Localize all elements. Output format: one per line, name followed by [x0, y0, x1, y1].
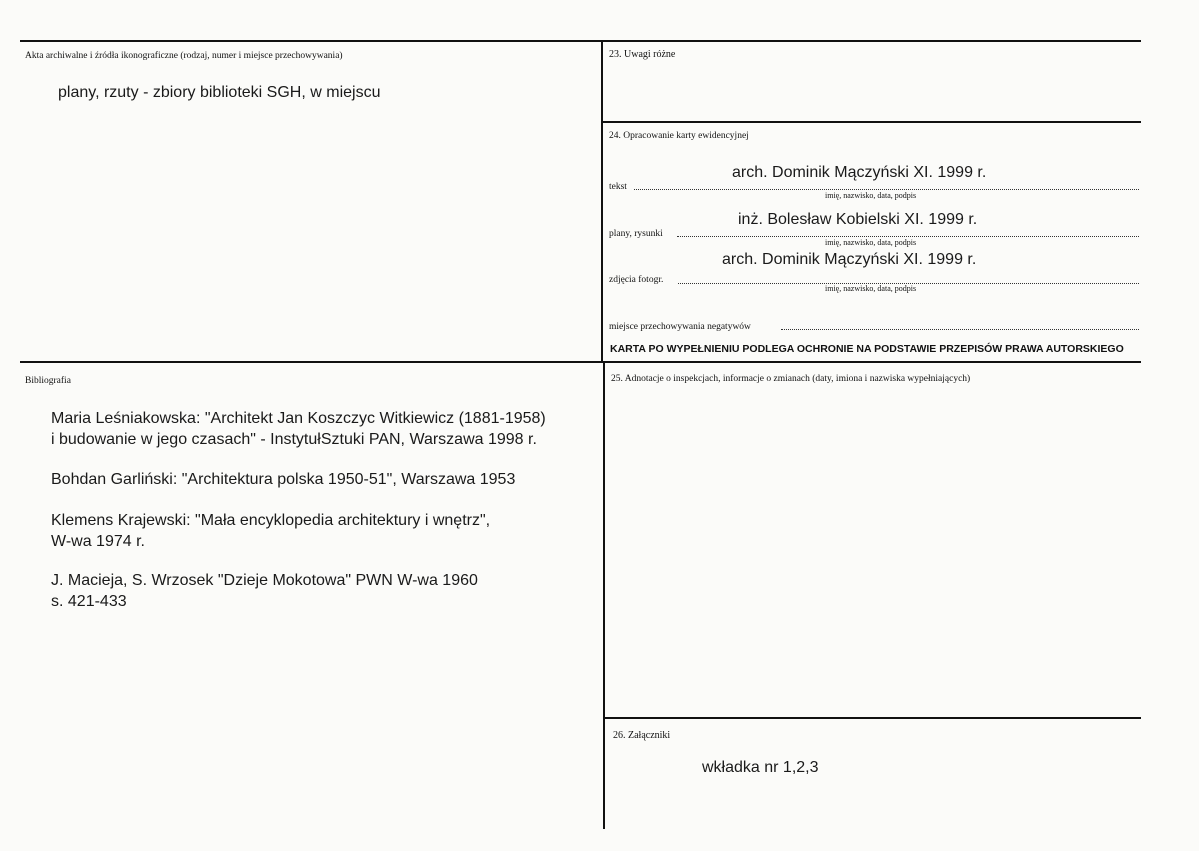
notes-bottom-rule	[601, 121, 1141, 123]
bibliography-entry: Maria Leśniakowska: "Architekt Jan Koszczyc Witkiewicz (1881-1958) i budowanie w jego czasach" - InstytułSztuki PAN, Warszawa 1998 r.	[51, 410, 546, 448]
prepared-label: 24. Opracowanie karty ewidencyjnej	[609, 131, 749, 141]
attachments-value: wkładka nr 1,2,3	[702, 759, 819, 776]
text-row-label: tekst	[609, 182, 627, 192]
archives-value: plany, rzuty - zbiory biblioteki SGH, w miejscu	[58, 84, 381, 101]
attachments-label: 26. Załączniki	[613, 730, 671, 741]
text-row-dotted-line	[634, 189, 1139, 190]
archives-label: Akta archiwalne i źródła ikonograficzne (rodzaj, numer i miejsce przechowywania)	[25, 51, 343, 61]
text-author-value: arch. Dominik Mączyński XI. 1999 r.	[732, 164, 987, 181]
photos-author-value: arch. Dominik Mączyński XI. 1999 r.	[722, 251, 977, 268]
drawings-author-value: inż. Bolesław Kobielski XI. 1999 r.	[738, 211, 978, 228]
attachments-top-rule	[603, 717, 1141, 719]
drawings-row-caption: imię, nazwisko, data, podpis	[825, 238, 917, 247]
text-row-caption: imię, nazwisko, data, podpis	[825, 191, 917, 200]
center-divider	[601, 40, 603, 362]
photos-row-caption: imię, nazwisko, data, podpis	[825, 284, 917, 293]
annotations-label: 25. Adnotacje o inspekcjach, informacje o zmianach (daty, imiona i nazwiska wypełniających)	[611, 374, 971, 384]
notes-label: 23. Uwagi różne	[609, 49, 676, 60]
middle-rule	[20, 361, 1141, 363]
copyright-notice: KARTA PO WYPEŁNIENIU PODLEGA OCHRONIE NA PODSTAWIE PRZEPISÓW PRAWA AUTORSKIEGO	[610, 343, 1124, 355]
drawings-row-label: plany, rysunki	[609, 229, 663, 239]
bibliography-entry: Bohdan Garliński: "Architektura polska 1950-51", Warszawa 1953	[51, 471, 516, 488]
center-divider-lower	[603, 362, 605, 829]
bibliography-entry: J. Macieja, S. Wrzosek "Dzieje Mokotowa" PWN W-wa 1960 s. 421-433	[51, 572, 478, 610]
negatives-dotted-line	[781, 329, 1139, 330]
bibliography-entry: Klemens Krajewski: "Mała encyklopedia architektury i wnętrz", W-wa 1974 r.	[51, 512, 491, 550]
photos-row-label: zdjęcia fotogr.	[609, 275, 664, 285]
bibliography-label: Bibliografia	[25, 376, 71, 386]
negatives-label: miejsce przechowywania negatywów	[609, 322, 751, 332]
top-rule	[20, 40, 1141, 42]
drawings-row-dotted-line	[677, 236, 1139, 237]
